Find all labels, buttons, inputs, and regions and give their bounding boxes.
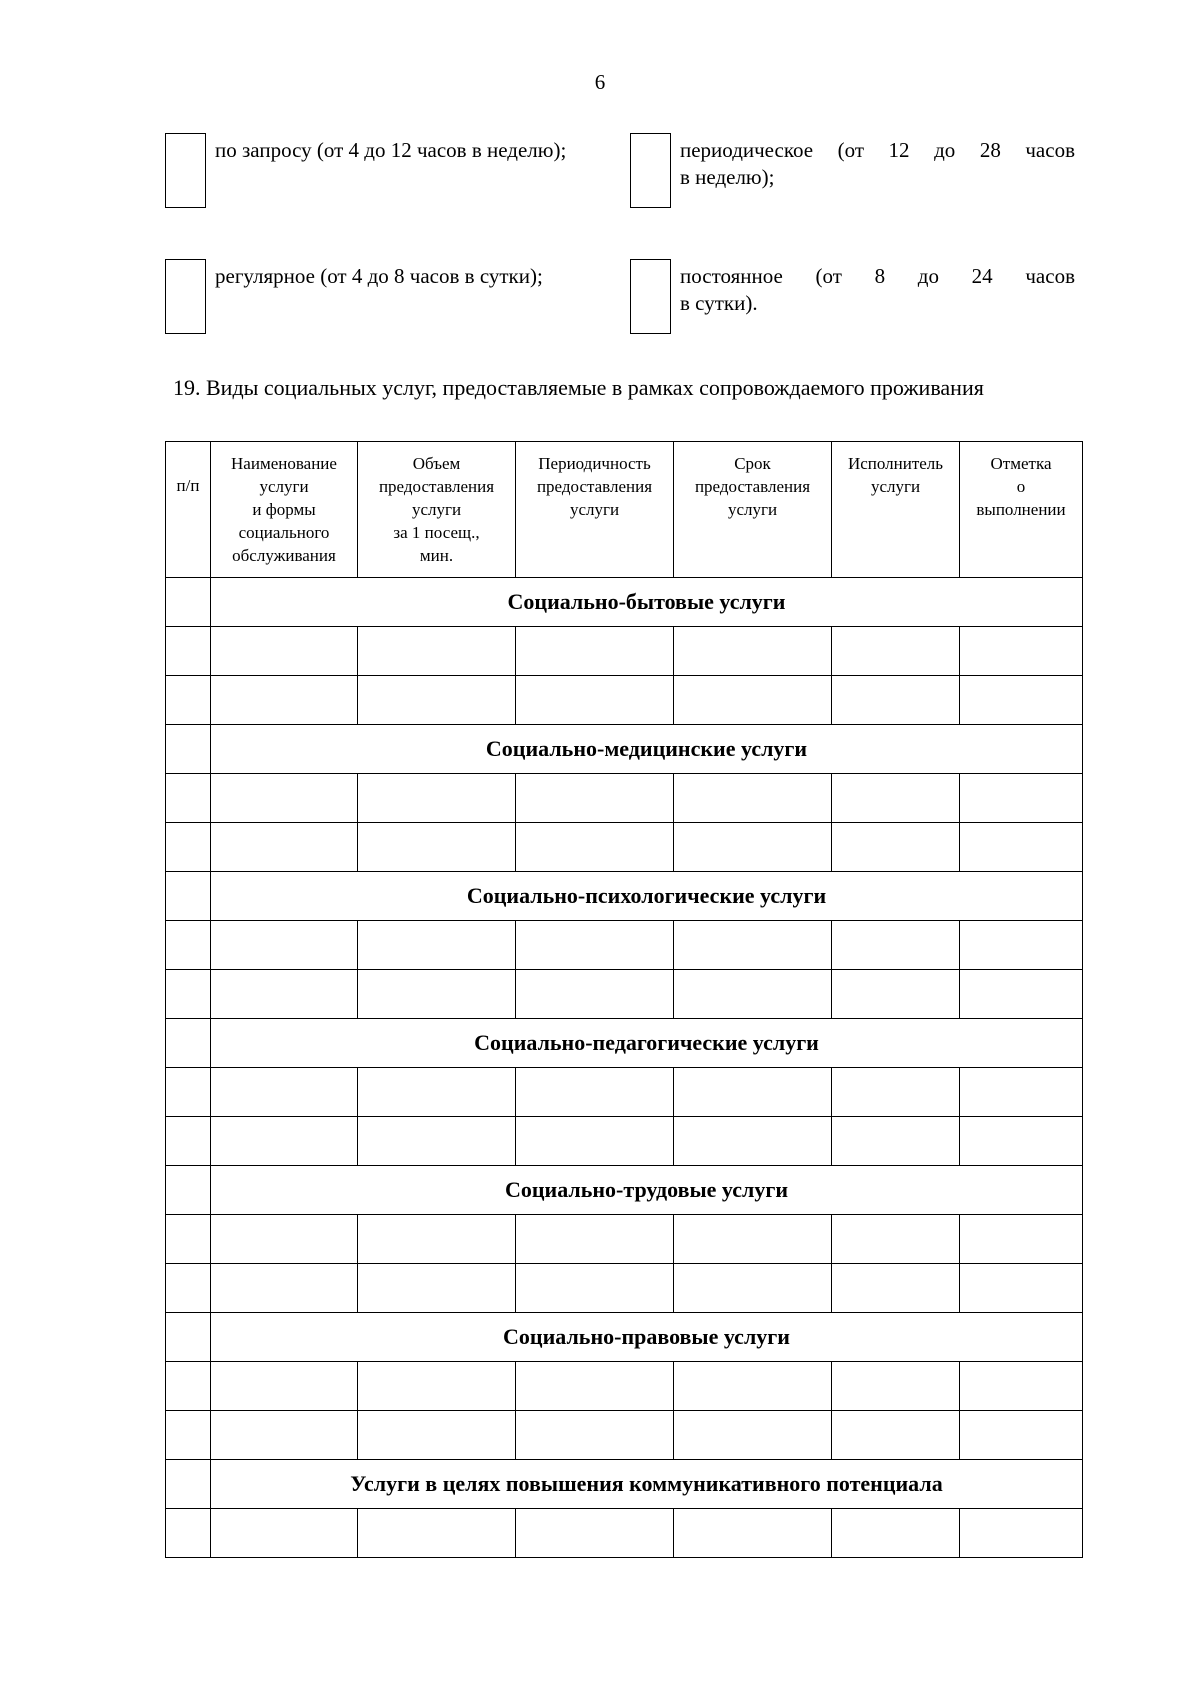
category-title: Социально-бытовые услуги xyxy=(211,578,1083,627)
table-cell[interactable] xyxy=(358,1264,516,1313)
table-cell[interactable] xyxy=(674,1068,832,1117)
table-cell[interactable] xyxy=(166,823,211,872)
table-cell[interactable] xyxy=(832,774,960,823)
category-title: Социально-трудовые услуги xyxy=(211,1166,1083,1215)
column-header: Исполнитель услуги xyxy=(832,442,960,578)
number-cell[interactable] xyxy=(166,1166,211,1215)
table-cell[interactable] xyxy=(960,1068,1083,1117)
table-cell[interactable] xyxy=(211,921,358,970)
table-cell[interactable] xyxy=(516,774,674,823)
table-cell[interactable] xyxy=(358,676,516,725)
table-row xyxy=(166,1362,1083,1411)
table-cell[interactable] xyxy=(211,1117,358,1166)
number-cell[interactable] xyxy=(166,1019,211,1068)
category-row xyxy=(166,1460,1083,1509)
table-cell[interactable] xyxy=(960,1215,1083,1264)
column-header: п/п xyxy=(166,442,211,578)
table-cell[interactable] xyxy=(358,823,516,872)
table-cell[interactable] xyxy=(358,970,516,1019)
table-cell[interactable] xyxy=(960,1117,1083,1166)
table-cell[interactable] xyxy=(166,676,211,725)
table-cell[interactable] xyxy=(166,1509,211,1558)
table-row xyxy=(166,823,1083,872)
option-label: постоянное (от 8 до 24 часов в сутки). xyxy=(680,264,1075,315)
table-cell[interactable] xyxy=(674,1264,832,1313)
table-cell[interactable] xyxy=(211,627,358,676)
table-cell[interactable] xyxy=(960,921,1083,970)
table-cell[interactable] xyxy=(166,1264,211,1313)
table-cell[interactable] xyxy=(516,1264,674,1313)
table-cell[interactable] xyxy=(166,1117,211,1166)
table-cell[interactable] xyxy=(674,1411,832,1460)
number-cell[interactable] xyxy=(166,725,211,774)
table-cell[interactable] xyxy=(516,1068,674,1117)
category-row xyxy=(166,1166,1083,1215)
table-cell[interactable] xyxy=(960,627,1083,676)
table-cell[interactable] xyxy=(832,921,960,970)
number-cell[interactable] xyxy=(166,578,211,627)
table-cell[interactable] xyxy=(211,1362,358,1411)
table-cell[interactable] xyxy=(211,1411,358,1460)
number-cell[interactable] xyxy=(166,1460,211,1509)
table-row xyxy=(166,1264,1083,1313)
table-row xyxy=(166,774,1083,823)
table-cell[interactable] xyxy=(960,1264,1083,1313)
category-row xyxy=(166,1019,1083,1068)
table-cell[interactable] xyxy=(166,1215,211,1264)
table-header-row xyxy=(166,442,1083,578)
table-cell[interactable] xyxy=(832,1215,960,1264)
table-cell[interactable] xyxy=(674,1362,832,1411)
table-cell[interactable] xyxy=(832,627,960,676)
table-row xyxy=(166,970,1083,1019)
table-cell[interactable] xyxy=(516,1117,674,1166)
table-cell[interactable] xyxy=(674,1509,832,1558)
table-cell[interactable] xyxy=(960,1509,1083,1558)
table-cell[interactable] xyxy=(516,1215,674,1264)
table-cell[interactable] xyxy=(166,1411,211,1460)
table-cell[interactable] xyxy=(674,970,832,1019)
category-title: Услуги в целях повышения коммуникативного потенциала xyxy=(211,1460,1083,1509)
table-cell[interactable] xyxy=(211,774,358,823)
column-header: Срок предоставления услуги xyxy=(674,442,832,578)
column-header: Объем предоставления услуги за 1 посещ., мин. xyxy=(358,442,516,578)
table-cell[interactable] xyxy=(960,774,1083,823)
table-cell[interactable] xyxy=(832,1068,960,1117)
services-table xyxy=(165,441,1083,1558)
checkbox[interactable] xyxy=(630,133,671,208)
table-cell[interactable] xyxy=(358,774,516,823)
table-cell[interactable] xyxy=(674,627,832,676)
table-cell[interactable] xyxy=(516,921,674,970)
table-row xyxy=(166,1509,1083,1558)
table-cell[interactable] xyxy=(832,1362,960,1411)
table-row xyxy=(166,921,1083,970)
page-number: 6 xyxy=(594,70,606,94)
table-cell[interactable] xyxy=(832,1117,960,1166)
table-cell[interactable] xyxy=(674,676,832,725)
checkbox[interactable] xyxy=(630,259,671,334)
checkbox[interactable] xyxy=(165,133,206,208)
option-label: периодическое (от 12 до 28 часов в неделю); xyxy=(680,138,1075,189)
table-cell[interactable] xyxy=(960,676,1083,725)
table-cell[interactable] xyxy=(832,1509,960,1558)
table-row xyxy=(166,676,1083,725)
table-cell[interactable] xyxy=(516,1362,674,1411)
table-cell[interactable] xyxy=(832,1411,960,1460)
column-header: Отметка о выполнении xyxy=(960,442,1083,578)
category-row xyxy=(166,872,1083,921)
category-row xyxy=(166,725,1083,774)
table-cell[interactable] xyxy=(832,970,960,1019)
table-cell[interactable] xyxy=(211,823,358,872)
table-cell[interactable] xyxy=(358,1362,516,1411)
table-row xyxy=(166,1215,1083,1264)
table-row xyxy=(166,1117,1083,1166)
table-cell[interactable] xyxy=(358,1117,516,1166)
number-cell[interactable] xyxy=(166,1313,211,1362)
table-row xyxy=(166,1068,1083,1117)
table-cell[interactable] xyxy=(516,1411,674,1460)
table-cell[interactable] xyxy=(674,774,832,823)
table-cell[interactable] xyxy=(211,1068,358,1117)
table-cell[interactable] xyxy=(358,627,516,676)
table-cell[interactable] xyxy=(358,921,516,970)
table-cell[interactable] xyxy=(166,627,211,676)
table-cell[interactable] xyxy=(211,970,358,1019)
category-title: Социально-педагогические услуги xyxy=(211,1019,1083,1068)
checkbox[interactable] xyxy=(165,259,206,334)
table-cell[interactable] xyxy=(516,970,674,1019)
table-cell[interactable] xyxy=(674,1117,832,1166)
table-cell[interactable] xyxy=(211,1215,358,1264)
column-header: Наименование услуги и формы социального обслуживания xyxy=(211,442,358,578)
category-title: Социально-психологические услуги xyxy=(211,872,1083,921)
table-cell[interactable] xyxy=(516,823,674,872)
table-cell[interactable] xyxy=(674,1215,832,1264)
category-row xyxy=(166,578,1083,627)
table-cell[interactable] xyxy=(358,1068,516,1117)
table-cell[interactable] xyxy=(166,921,211,970)
table-cell[interactable] xyxy=(516,676,674,725)
section-title: 19. Виды социальных услуг, предоставляемые в рамках сопровождаемого проживания xyxy=(173,375,984,400)
table-cell[interactable] xyxy=(674,823,832,872)
table-cell[interactable] xyxy=(166,1068,211,1117)
table-cell[interactable] xyxy=(516,627,674,676)
option-label: по запросу (от 4 до 12 часов в неделю); xyxy=(215,138,567,162)
table-cell[interactable] xyxy=(166,1362,211,1411)
category-row xyxy=(166,1313,1083,1362)
table-cell[interactable] xyxy=(674,921,832,970)
table-cell[interactable] xyxy=(211,1509,358,1558)
table-cell[interactable] xyxy=(832,823,960,872)
table-cell[interactable] xyxy=(516,1509,674,1558)
table-row xyxy=(166,1411,1083,1460)
table-cell[interactable] xyxy=(960,823,1083,872)
table-cell[interactable] xyxy=(960,1411,1083,1460)
table-cell[interactable] xyxy=(358,1411,516,1460)
table-cell[interactable] xyxy=(211,1264,358,1313)
table-cell[interactable] xyxy=(832,1264,960,1313)
table-cell[interactable] xyxy=(960,1362,1083,1411)
number-cell[interactable] xyxy=(166,872,211,921)
category-title: Социально-правовые услуги xyxy=(211,1313,1083,1362)
table-cell[interactable] xyxy=(358,1509,516,1558)
table-cell[interactable] xyxy=(166,970,211,1019)
table-row xyxy=(166,627,1083,676)
option-label: регулярное (от 4 до 8 часов в сутки); xyxy=(215,264,543,288)
category-title: Социально-медицинские услуги xyxy=(211,725,1083,774)
table-cell[interactable] xyxy=(358,1215,516,1264)
table-cell[interactable] xyxy=(960,970,1083,1019)
table-cell[interactable] xyxy=(166,774,211,823)
column-header: Периодичность предоставления услуги xyxy=(516,442,674,578)
table-cell[interactable] xyxy=(211,676,358,725)
table-cell[interactable] xyxy=(832,676,960,725)
